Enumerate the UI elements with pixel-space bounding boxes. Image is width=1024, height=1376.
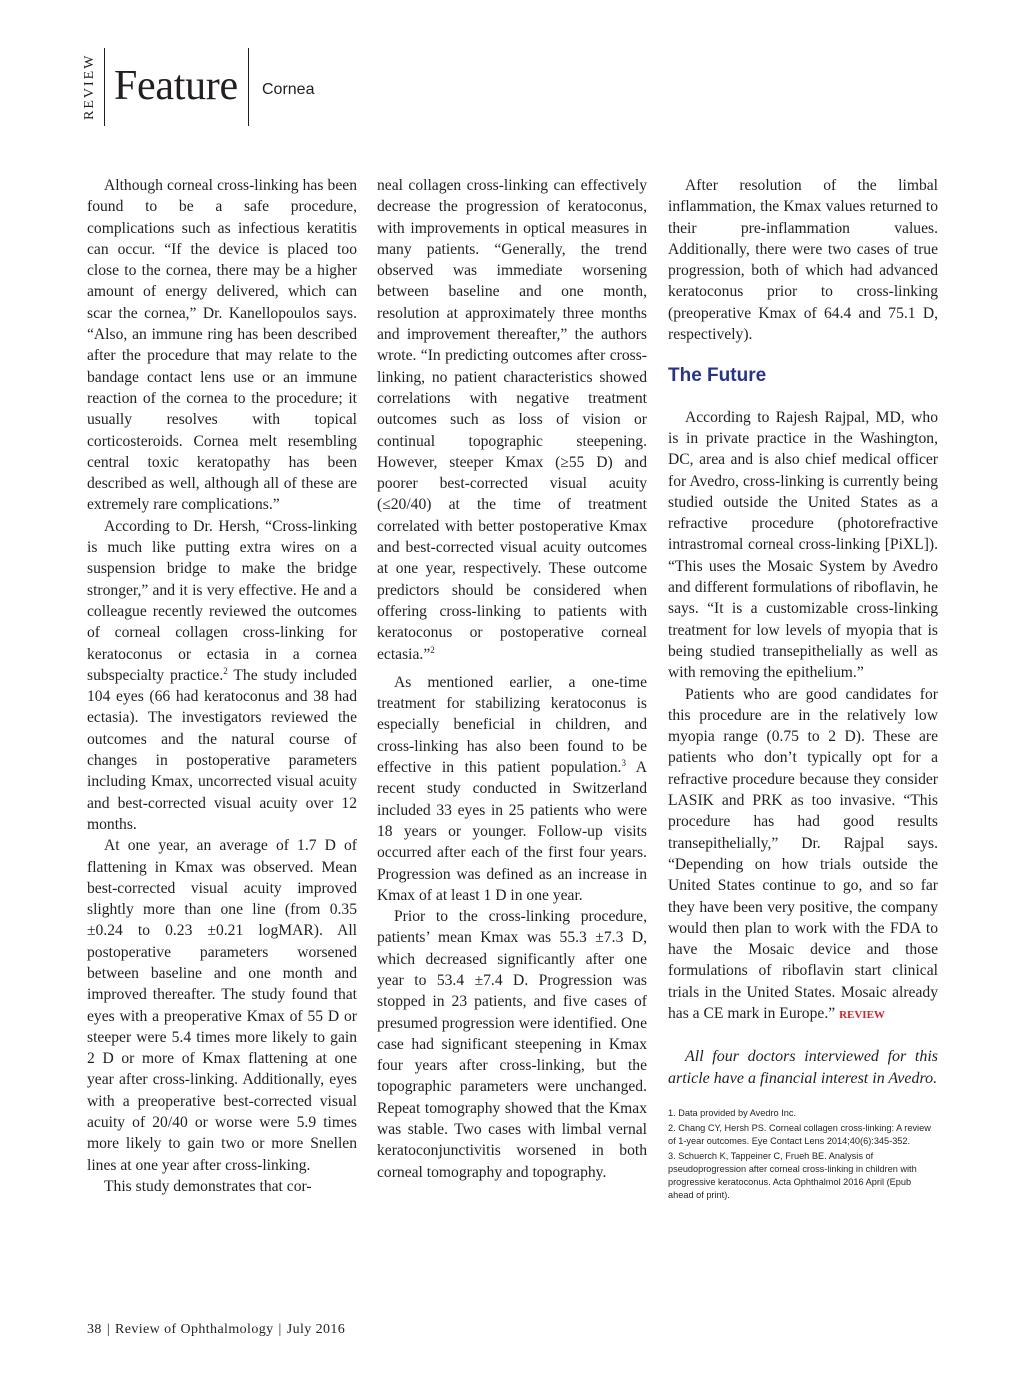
citation-mark: 3 [621, 757, 626, 768]
page-footer [87, 1322, 345, 1338]
paragraph: After resolution of the limbal inflammation, the Kmax values returned to their pre-inflammation values. Additionally, there were two cases of true progression, both of which had advanced keratoconus prior to cross-linking (preoperative Kmax of 64.4 and 75.1 D, respectively). [668, 177, 938, 344]
paragraph: Although corneal cross-linking has been found to be a safe procedure, complications such as infectious keratitis can occur. “If the device is placed too close to the cornea, there may be a higher amount of energy delivered, which can scar the cornea,” Dr. Kanellopoulos says. “Also, an immune ring has been described after the procedure that may relate to the bandage contact lens use or an immune reaction of the cornea to the procedure; it usually resolves with topical corticosteroids. Cornea melt resembling central toxic keratopathy has been described as well, although all of these are extremely rare complications.” [87, 177, 357, 514]
publication-name: Review of Ophthalmology [115, 1322, 274, 1337]
disclosure: All four doctors interviewed for this article have a financial interest in Avedro. [668, 1048, 938, 1087]
paragraph: According to Rajesh Rajpal, MD, who is in private practice in the Washington, DC, area and is also chief medical officer for Avedro, cross-linking is currently being studied outside the United States as a refractive procedure (photorefractive intrastromal corneal cross-linking [PiXL]). “This uses the Mosaic System by Avedro and different formulations of riboflavin, he says. “It is a customizable cross-linking treatment for low levels of myopia that is being studied transepithelially as well as with removing the epithelium.” [668, 408, 938, 682]
paragraph [87, 516, 357, 835]
references [668, 1107, 938, 1202]
paragraph-text: According to Dr. Hersh, “Cross-linking is much like putting extra wires on a suspension bridge to make the bridge stronger,” and it is very effective. He and a colleague recently reviewed the outcomes of corneal collagen cross-linking for keratoconus or ectasia in a cornea subspecialty practice. [87, 517, 357, 684]
paragraph-text: The study included 104 eyes (66 had keratoconus and 38 had ectasia). The investigators reviewed the outcomes and the natural course of changes in postoperative parameters including Kmax, uncorrected visual acuity and best-corrected visual acuity over 12 months. [87, 666, 357, 833]
end-mark: REVIEW [839, 1008, 885, 1021]
paragraph-text: Patients who are good candidates for this procedure are in the relatively low myopia range (0.75 to 2 D). These are patients who don’t typically opt for a refractive procedure because they consider LASIK and PRK as too invasive. “This procedure has had good results transepithelially,” Dr. Rajpal says. “Depending on how trials outside the United States continue to go, and so far they have been very positive, the company would then plan to work with the FDA to have the Mosaic device and those formulations of riboflavin start clinical trials in the United States. Mosaic already has a CE mark in Europe.” [668, 685, 938, 1022]
citation-mark: 2 [430, 644, 435, 655]
article-column-2 [377, 175, 647, 1183]
reference-item: 2. Chang CY, Hersh PS. Corneal collagen cross-linking: A review of 1-year outcomes. Eye Contact Lens 2014;40(6):345-352. [668, 1123, 931, 1147]
citation-mark: 2 [223, 665, 228, 676]
page-header [82, 48, 382, 126]
reference-item: 3. Schuerch K, Tappeiner C, Frueh BE. Analysis of pseudoprogression after corneal cross-linking in children with progressive keratoconus. Acta Ophthalmol 2016 April (Epub ahead of print). [668, 1151, 917, 1201]
paragraph-text: neal collagen cross-linking can effectively decrease the progression of keratoconus, with improvements in optical measures in many patients. “Generally, the trend observed was immediate worsening between baseline and one month, resolution at approximately three months and improvement thereafter,” the authors wrote. “In predicting outcomes after cross-linking, no patient characteristics showed correlations with negative treatment outcomes such as loss of vision or continual topographic steepening. However, steeper Kmax (≥55 D) and poorer best-corrected visual acuity (≤20/40) at the time of treatment correlated with better postoperative Kmax and best-corrected visual acuity outcomes at one year, respectively. These outcome predictors should be considered when offering cross-linking to patients with keratoconus or postoperative corneal ectasia.” [377, 177, 647, 663]
review-vertical-label: REVIEW [82, 53, 97, 121]
article-column-1 [87, 175, 357, 1197]
section-label: Cornea [262, 81, 315, 98]
header-divider [248, 48, 249, 126]
footer-separator: | [106, 1322, 111, 1337]
section-heading: The Future [668, 365, 767, 387]
header-divider [104, 48, 105, 126]
paragraph: This study demonstrates that cor- [104, 1177, 312, 1195]
reference-item: 1. Data provided by Avedro Inc. [668, 1108, 797, 1119]
footer-separator: | [278, 1322, 282, 1337]
page-title: Feature [114, 63, 238, 109]
paragraph: Prior to the cross-linking procedure, patients’ mean Kmax was 55.3 ±7.3 D, which decreased significantly after one year to 53.4 ±7.4 D. Progression was stopped in 23 patients, and five cases of presumed progression were identified. One case had significant steepening in Kmax four years after cross-linking, but the topographic parameters were unchanged. Repeat tomography showed that the Kmax was stable. Two cases with limbal vernal keratoconjunctivitis worsened in both corneal tomography and topography. [377, 908, 647, 1181]
issue-date: July 2016 [286, 1322, 346, 1337]
article-column-3 [668, 175, 938, 1204]
paragraph-text: As mentioned earlier, a one-time treatment for stabilizing keratoconus is especially beneficial in children, and cross-linking has also been found to be effective in this patient population. [377, 673, 647, 777]
paragraph [377, 175, 647, 665]
paragraph [377, 672, 647, 906]
page-number: 38 [87, 1322, 102, 1337]
paragraph-text: A recent study conducted in Switzerland included 33 eyes in 25 patients who were 18 years or younger. Follow-up visits occurred after each of the first four years. Progression was defined as an increase in Kmax of at least 1 D in one year. [377, 759, 647, 904]
paragraph [668, 684, 938, 1027]
paragraph: At one year, an average of 1.7 D of flattening in Kmax was observed. Mean best-corrected visual acuity improved slightly more than one line (from 0.35 ±0.24 to 0.23 ±0.21 logMAR). All postoperative parameters worsened between baseline and one month and improved thereafter. The study found that eyes with a preoperative Kmax of 55 D or steeper were 5.4 times more likely to gain 2 D or more of Kmax flattening at one year after cross-linking. Additionally, eyes with a preoperative best-corrected visual acuity of 20/40 or worse were 5.9 times more likely to gain two or more Snellen lines at one year after cross-linking. [87, 837, 357, 1174]
